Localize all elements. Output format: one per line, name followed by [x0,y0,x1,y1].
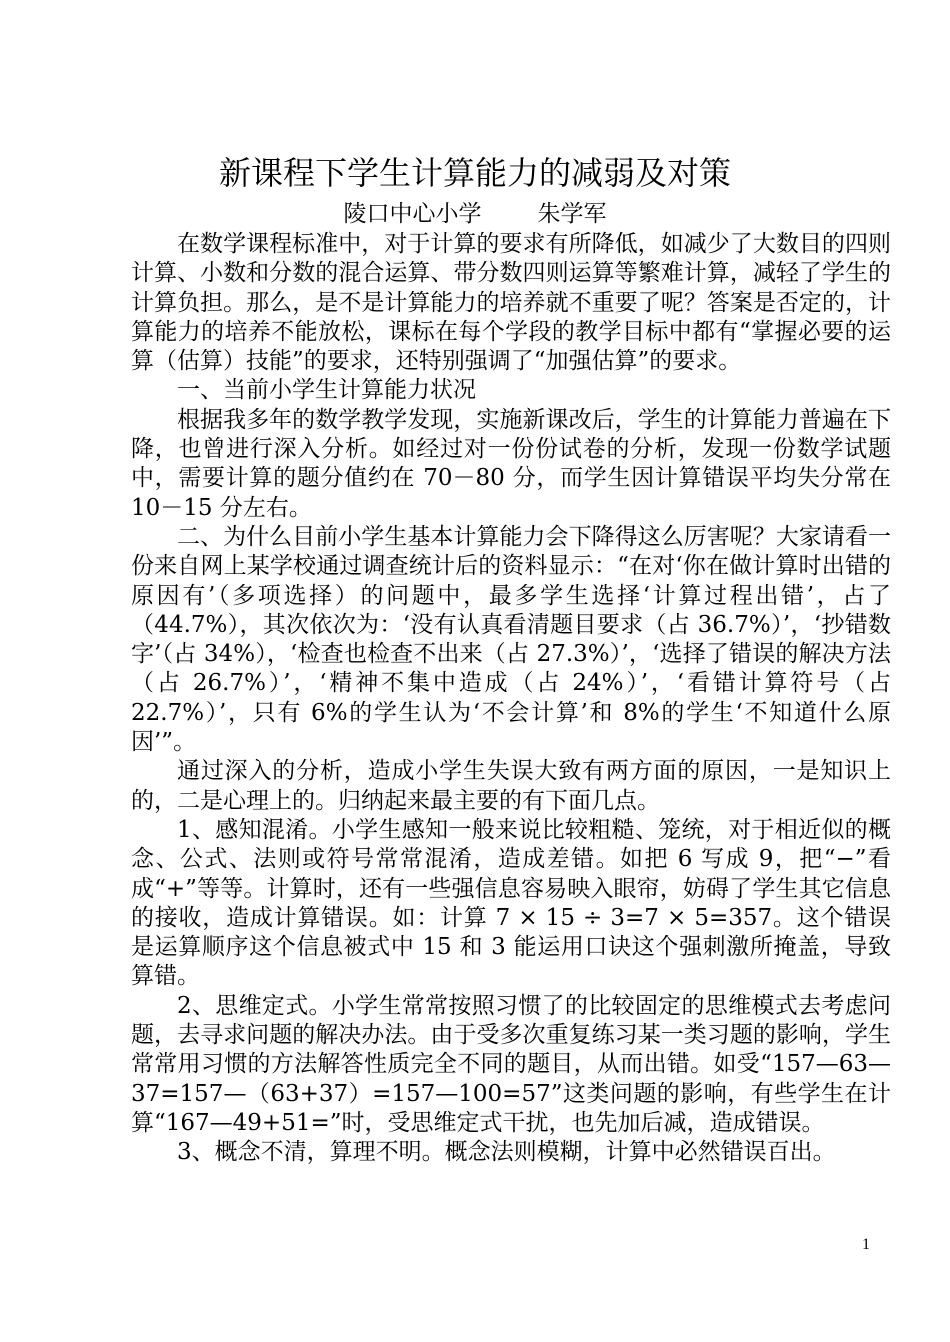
paragraph-intro: 在数学课程标准中，对于计算的要求有所降低，如减少了大数目的四则计算、小数和分数的混合运算、带分数四则运算等繁难计算，减轻了学生的计算负担。那么，是不是计算能力的培养就不重要了呢？答案是否定的，计算能力的培养不能放松，课标在每个学段的教学目标中都有“掌握必要的运算（估算）技能”的要求，还特别强调了“加强估算”的要求。 [131,231,891,375]
section-heading-1: 一、当前小学生计算能力状况 [177,377,476,404]
paragraph-point-1: 1、感知混淆。小学生感知一般来说比较粗糙、笼统，对于相近似的概念、公式、法则或符号常常混淆，造成差错。如把 6 写成 9，把“−”看成“+”等等。计算时，还有一些强信息容易映入眼帘，妨碍了学生其它信息的接收，造成计算错误。如：计算 7 × 15 ÷ 3=7 × 5=357。这个错误是运算顺序这个信息被式中 15 和 3 能运用口诀这个强刺激所掩盖，导致算错。 [131,816,891,990]
paragraph-section-2: 二、为什么目前小学生基本计算能力会下降得这么厉害呢？大家请看一份来自网上某学校通过调查统计后的资料显示：“在对‘你在做计算时出错的原因有’（多项选择）的问题中，最多学生选择‘计算过程出错’，占了（44.7%），其次依次为：‘没有认真看清题目要求（占 36.7%）’，‘抄错数字’（占 34%），‘检查也检查不出来（占 27.3%）’，‘选择了错误的解决方法（占 26.7%）’，‘精神不集中造成（占 24%）’，‘看错计算符号（占 22.7%）’，只有 6%的学生认为‘不会计算’和 8%的学生‘不知道什么原因’”。 [131,523,892,756]
author-line [0,198,950,230]
paragraph-point-3: 3、概念不清，算理不明。概念法则模糊，计算中必然错误百出。 [177,1139,836,1166]
author-school: 陵口中心小学 [343,201,482,227]
document-body [131,230,891,1168]
document-title: 新课程下学生计算能力的减弱及对策 [218,154,731,192]
paragraph-analysis: 通过深入的分析，造成小学生失误大致有两方面的原因，一是知识上的，二是心理上的。归纳起来最主要的有下面几点。 [131,758,891,814]
paragraph-point-2: 2、思维定式。小学生常常按照习惯了的比较固定的思维模式去考虑问题，去寻求问题的解决办法。由于受多次重复练习某一类习题的影响，学生常常用习惯的方法解答性质完全不同的题目，从而出错。如受“157—63—37=157—（63+37）=157—100=57”这类问题的影响，有些学生在计算“167—49+51=”时，受思维定式干扰，也先加后减，造成错误。 [131,992,891,1136]
author-name: 朱学军 [537,201,607,227]
page-number: 1 [862,1236,870,1253]
paragraph-status: 根据我多年的数学教学发现，实施新课改后，学生的计算能力普遍在下降，也曾进行深入分析。如经过对一份份试卷的分析，发现一份数学试题中，需要计算的题分值约在 70－80 分，而学生因计算错误平均失分常在 10－15 分左右。 [131,406,891,521]
